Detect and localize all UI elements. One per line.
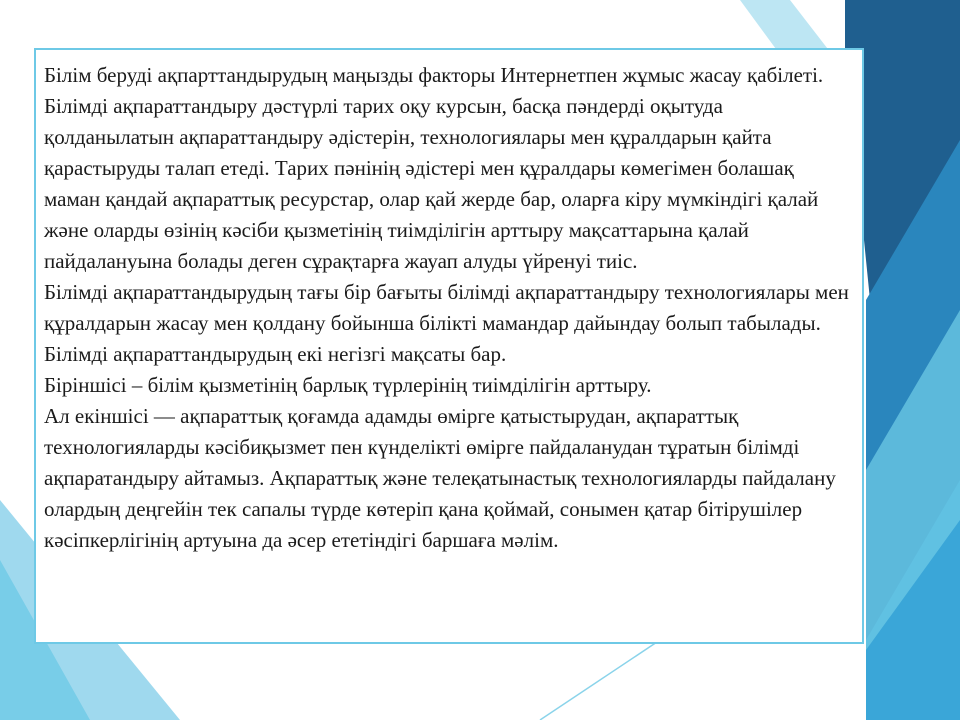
paragraph-1: Білім беруді ақпарттандырудың маңызды факторы Интернетпен жұмыс жасау қабілеті. Білімді ақпараттандыру дәстүрлі тарих оқу курсын, басқа пәндерді оқытуда қолданылатын ақпараттандыру әдістерін, технологиялары мен құралдарын қайта қарастыруды талап етеді. Тарих пәнінің әдістері мен құралдары көмегімен болашақ маман қандай ақпараттық ресурстар, олар қай жерде бар, оларға кіру мүмкіндігі қалай және оларды өзінің кәсіби қызметінің тиімділігін арттыру мақсаттарына қалай пайдалануына болады деген сұрақтарға жауап алуды үйренуі тиіс.	[44, 63, 824, 273]
paragraph-3: Біріншісі – білім қызметінің барлық түрлерінің тиімділігін арттыру.	[44, 373, 652, 397]
bottom-thin-line	[540, 640, 660, 720]
paragraph-4: Ал екіншісі — ақпараттық қоғамда адамды өмірге қатыстырудан, ақпараттық технологияларды кәсібиқызмет пен күнделікті өмірге пайдаланудан тұратын білімді ақпаратандыру айтамыз. Ақпараттық және телеқатынастық технологияларды пайдалану олардың деңгейін тек сапалы түрде көтеріп қана қоймай, сонымен қатар бітірушілер кәсіпкерлігінің артуына да әсер ететіндігі баршаға мәлім.	[44, 404, 836, 552]
body-text-box	[34, 48, 864, 644]
paragraph-2: Білімді ақпараттандырудың тағы бір бағыты білімді ақпараттандыру технологиялары мен құралдарын жасау мен қолдану бойынша білікті мамандар дайындау болып табылады. Білімді ақпараттандырудың екі негізгі мақсаты бар.	[44, 280, 849, 366]
